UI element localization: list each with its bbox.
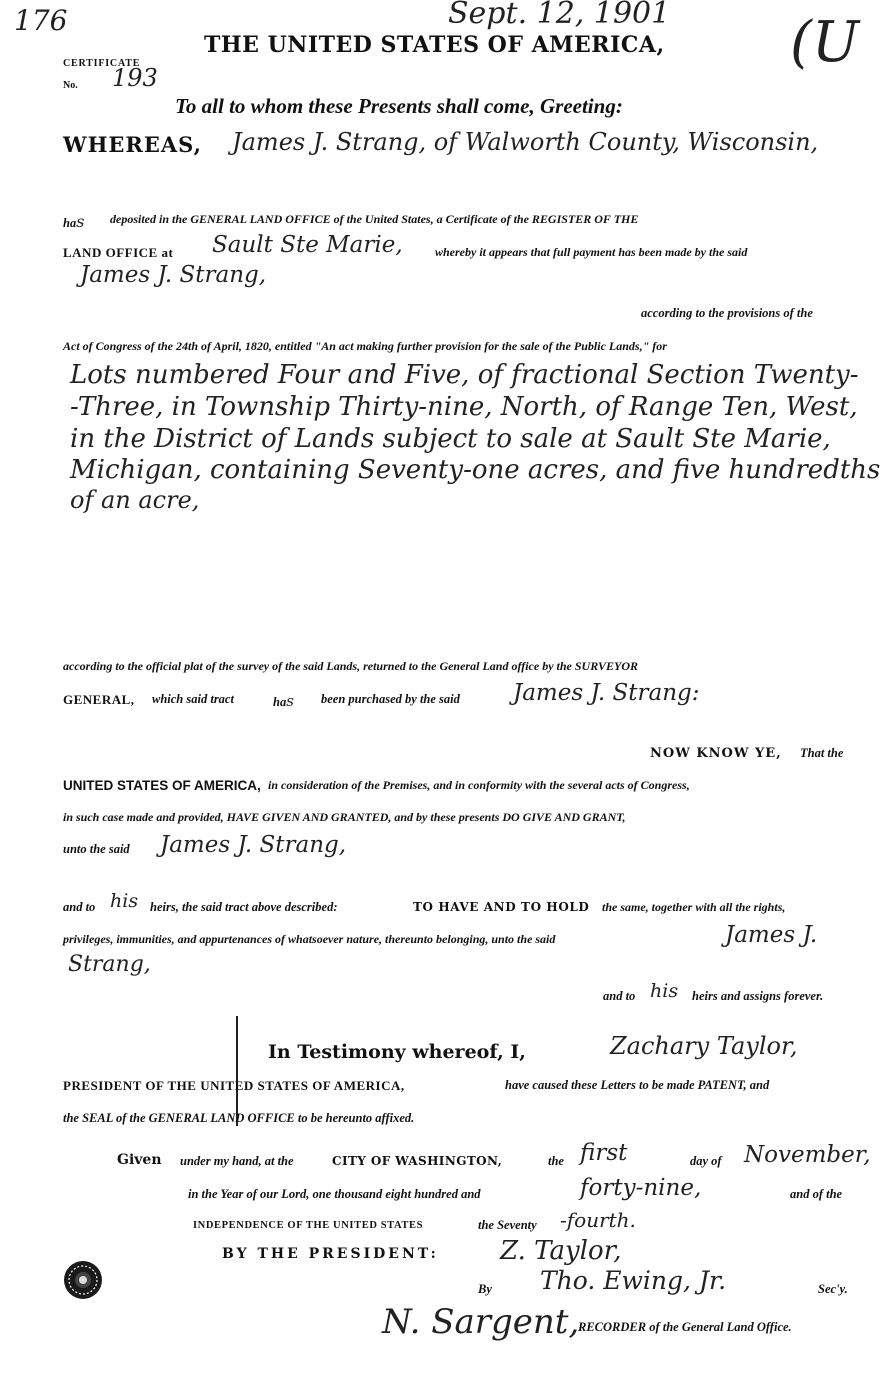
that-the: That the (800, 746, 844, 760)
recorder-signature: N. Sargent, (382, 1302, 580, 1342)
heirs-forever: heirs and assigns forever. (692, 989, 824, 1003)
heirs-line-tail: the same, together with all the rights, (602, 900, 786, 914)
now-know-ye: NOW KNOW YE, (650, 746, 782, 761)
to-have-and-to-hold: TO HAVE AND TO HOLD (413, 900, 590, 914)
date-note: Sept. 12, 1901 (448, 0, 671, 31)
deposit-line1: deposited in the GENERAL LAND OFFICE of the United States, a Certificate of the REGISTER OF THE (110, 212, 639, 226)
privileges-line: privileges, immunities, and appurtenances of whatsoever nature, thereunto belonging, unto the said (63, 932, 556, 946)
description-line-4: Michigan, containing Seventy-one acres, and five hundredths (70, 455, 881, 485)
page-number: 176 (14, 4, 68, 37)
grant-line1-tail: in consideration of the Premises, and in conformity with the several acts of Congress, (268, 778, 690, 792)
heirs-line: heirs, the said tract above described: (150, 900, 338, 914)
document-title: THE UNITED STATES OF AMERICA, (204, 32, 665, 58)
margin-rule (236, 1016, 238, 1126)
testimony-line1-tail: have caused these Letters to be made PATENT, and (505, 1078, 770, 1092)
no-label: No. (63, 80, 78, 91)
whereas-party: James J. Strang, of Walworth County, Wisconsin, (232, 128, 819, 156)
survey-general: GENERAL, (63, 692, 135, 707)
usa-name: UNITED STATES OF AMERICA, (63, 778, 261, 793)
given-month: November, (744, 1142, 871, 1168)
pronoun-2: his (650, 980, 679, 1002)
provisions-text: according to the provisions of the (641, 306, 813, 320)
independence: INDEPENDENCE OF THE UNITED STATES (193, 1220, 424, 1231)
given-line1a: under my hand, at the (180, 1154, 294, 1168)
given-year: forty-nine, (580, 1175, 702, 1201)
description-line-1: Lots numbered Four and Five, of fractional Section Twenty- (70, 360, 859, 390)
president-name: Zachary Taylor, (610, 1032, 798, 1060)
pronoun: his (110, 890, 139, 912)
payer-name: James J. Strang, (80, 262, 267, 288)
president-signature: Z. Taylor, (500, 1236, 622, 1266)
description-line-2: -Three, in Township Thirty-nine, North, of Range Ten, West, (70, 392, 858, 422)
land-office-at: LAND OFFICE at (63, 245, 174, 260)
purchaser-name: James J. Strang: (513, 680, 700, 706)
and-to-2: and to (603, 989, 636, 1003)
survey-has: has (273, 692, 294, 710)
grantee-last: Strang, (68, 952, 151, 977)
survey-line2b: been purchased by the said (321, 692, 460, 706)
secretary-signature: Tho. Ewing, Jr. (540, 1266, 727, 1295)
office-location: Sault Ste Marie, (212, 232, 403, 258)
unto-the-said: unto the said (63, 842, 130, 856)
survey-line2: which said tract (152, 692, 234, 706)
act-line: Act of Congress of the 24th of April, 1820, entitled "An act making further provision for the sale of the Public Lands," for (63, 339, 667, 353)
given-line1c: day of (690, 1154, 722, 1168)
grantee-name: James J. Strang, (160, 832, 347, 858)
greeting: To all to whom these Presents shall come, Greeting: (175, 94, 623, 118)
by-the-president: BY THE PRESIDENT: (222, 1246, 439, 1262)
by-label: By (478, 1282, 492, 1296)
testimony-line2: the SEAL of the GENERAL LAND OFFICE to be hereunto affixed. (63, 1111, 415, 1125)
certificate-label: CERTIFICATE (63, 58, 141, 69)
certificate-number: 193 (112, 64, 158, 92)
secy-label: Sec'y. (818, 1282, 848, 1296)
has-mark: has (63, 212, 85, 231)
land-office-seal (63, 1260, 103, 1300)
given-ordinal: -fourth. (560, 1208, 636, 1232)
given-line3b: the Seventy (478, 1218, 537, 1232)
and-to: and to (63, 900, 96, 914)
survey-line1: according to the official plat of the survey of the said Lands, returned to the General Land office by the SURVEYOR (63, 659, 638, 673)
testimony-line1: PRESIDENT OF THE UNITED STATES OF AMERICA, (63, 1078, 405, 1093)
recorder-title: RECORDER of the General Land Office. (578, 1320, 792, 1334)
description-line-5: of an acre, (70, 486, 200, 514)
given-day: first (580, 1140, 628, 1166)
description-line-3: in the District of Lands subject to sale at Sault Ste Marie, (70, 424, 831, 454)
deposit-line2-tail: whereby it appears that full payment has been made by the said (435, 245, 748, 259)
given-line2b: and of the (790, 1187, 843, 1201)
given-line1b: the (548, 1154, 564, 1168)
grantee-first: James J. (725, 922, 818, 948)
testimony-label: In Testimony whereof, I, (268, 1041, 526, 1063)
grant-line2: in such case made and provided, HAVE GIVEN AND GRANTED, and by these presents DO GIVE AND GRANT, (63, 810, 626, 824)
given-label: Given (117, 1152, 162, 1168)
whereas-label: WHEREAS, (63, 132, 202, 157)
corner-mark: (U (790, 10, 860, 75)
given-city: CITY OF WASHINGTON, (332, 1154, 503, 1168)
given-line2a: in the Year of our Lord, one thousand eight hundred and (188, 1187, 481, 1201)
